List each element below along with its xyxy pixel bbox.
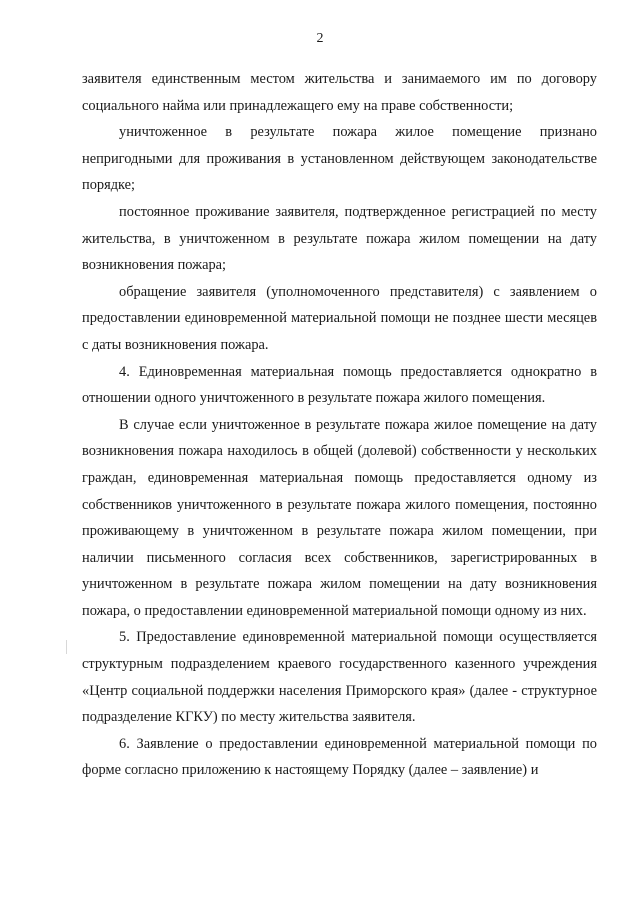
margin-mark (66, 640, 67, 654)
page-number: 2 (316, 31, 324, 46)
paragraph-continuation: заявителя единственным местом жительства и занимаемого им по договору социального найма или принадлежащего ему на праве собственности; (82, 71, 597, 114)
paragraph-clause-5: 5. Предоставление единовременной материальной помощи осуществляется структурным подразделением краевого государственного казенного учреждения «Центр социальной поддержки населения Приморского края» (далее - структурное подразделение КГКУ) по месту жительства заявителя. (82, 629, 597, 726)
paragraph-condition-application: обращение заявителя (уполномоченного представителя) с заявлением о предоставлении единовременной материальной помощи не позднее шести месяцев с даты возникновения пожара. (82, 283, 597, 353)
paragraph-shared-ownership: В случае если уничтоженное в результате пожара жилое помещение на дату возникновения пожара находилось в общей (долевой) собственности у нескольких граждан, единовременная материальная помощь предоставляется одному из собственников уничтоженного в результате пожара жилого помещения, постоянно проживающему в уничтоженном в результате пожара жилом помещении, при наличии письменного согласия всех собственников, зарегистрированных в уничтоженном в результате пожара жилом помещении на дату возникновения пожара, о предоставлении единовременной материальной помощи одному из них. (82, 416, 597, 619)
paragraph-condition-unfit: уничтоженное в результате пожара жилое помещение признано непригодными для проживания в установленном действующем законодательстве порядке; (82, 124, 597, 194)
paragraph-clause-4: 4. Единовременная материальная помощь предоставляется однократно в отношении одного уничтоженного в результате пожара жилого помещения. (82, 363, 597, 407)
document-body (82, 66, 597, 784)
paragraph-clause-6: 6. Заявление о предоставлении единовременной материальной помощи по форме согласно приложению к настоящему Порядку (далее – заявление) и (82, 735, 597, 779)
paragraph-condition-residence: постоянное проживание заявителя, подтвержденное регистрацией по месту жительства, в уничтоженном в результате пожара жилом помещении на дату возникновения пожара; (82, 203, 597, 274)
